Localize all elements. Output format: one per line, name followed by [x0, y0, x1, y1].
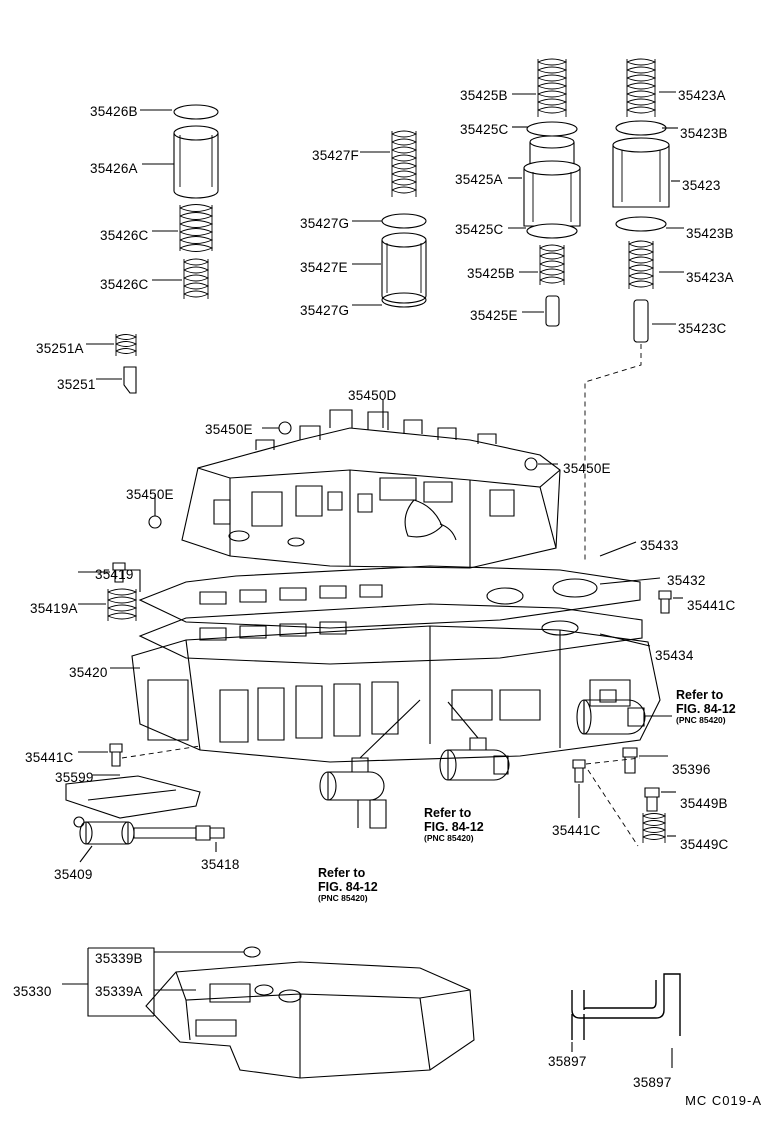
part-label-35419a: 35419A [30, 601, 78, 616]
part-label-35450e-2: 35450E [563, 461, 611, 476]
part-label-35423b-1: 35423B [680, 126, 728, 141]
part-label-35433: 35433 [640, 538, 679, 553]
reference-note-right [676, 688, 736, 726]
part-label-35450e-1: 35450E [205, 422, 253, 437]
part-label-35425c-1: 35425C [460, 122, 509, 137]
part-label-35396: 35396 [672, 762, 711, 777]
part-label-35425b-1: 35425B [460, 88, 508, 103]
part-label-35425c-2: 35425C [455, 222, 504, 237]
part-label-35599: 35599 [55, 770, 94, 785]
part-label-35423b-2: 35423B [686, 226, 734, 241]
reference-note-line2: FIG. 84-12 [676, 702, 736, 716]
part-label-35426b: 35426B [90, 104, 138, 119]
reference-note-pnc: (PNC 85420) [318, 893, 368, 903]
part-label-35441c-center: 35441C [552, 823, 601, 838]
part-label-35425e: 35425E [470, 308, 518, 323]
part-label-35423c: 35423C [678, 321, 727, 336]
part-label-35423: 35423 [682, 178, 721, 193]
part-label-35441c-left: 35441C [25, 750, 74, 765]
part-label-35409: 35409 [54, 867, 93, 882]
part-label-35251: 35251 [57, 377, 96, 392]
reference-note-line2: FIG. 84-12 [424, 820, 484, 834]
part-label-35425a: 35425A [455, 172, 503, 187]
part-label-35427g-2: 35427G [300, 303, 350, 318]
part-label-35449c: 35449C [680, 837, 729, 852]
part-label-35426c-1: 35426C [100, 228, 149, 243]
part-label-35420: 35420 [69, 665, 108, 680]
part-label-35426a: 35426A [90, 161, 138, 176]
part-label-35449b: 35449B [680, 796, 728, 811]
part-label-35426c-2: 35426C [100, 277, 149, 292]
reference-note-pnc: (PNC 85420) [676, 715, 726, 725]
part-label-35897-left: 35897 [548, 1054, 587, 1069]
drawing-code: MC C019-A [685, 1093, 762, 1108]
part-label-35432: 35432 [667, 573, 706, 588]
part-label-35339b: 35339B [95, 951, 143, 966]
reference-note-line1: Refer to [676, 688, 724, 702]
part-label-35330: 35330 [13, 984, 52, 999]
part-label-35419: 35419 [95, 567, 134, 582]
part-label-35450e-3: 35450E [126, 487, 174, 502]
part-label-35897-right: 35897 [633, 1075, 672, 1090]
reference-note-middle [424, 806, 484, 844]
part-label-35423a-1: 35423A [678, 88, 726, 103]
reference-note-line2: FIG. 84-12 [318, 880, 378, 894]
part-label-35427g-1: 35427G [300, 216, 350, 231]
part-label-35450d: 35450D [348, 388, 397, 403]
part-label-35251a: 35251A [36, 341, 84, 356]
reference-note-pnc: (PNC 85420) [424, 833, 474, 843]
reference-note-line1: Refer to [424, 806, 472, 820]
part-label-35423a-2: 35423A [686, 270, 734, 285]
part-label-35339a: 35339A [95, 984, 143, 999]
part-label-35427f: 35427F [312, 148, 359, 163]
reference-note-line1: Refer to [318, 866, 366, 880]
part-label-35434: 35434 [655, 648, 694, 663]
part-label-35418: 35418 [201, 857, 240, 872]
part-label-35425b-2: 35425B [467, 266, 515, 281]
part-label-35441c-right: 35441C [687, 598, 736, 613]
part-label-35427e: 35427E [300, 260, 348, 275]
reference-note-lower [318, 866, 378, 904]
